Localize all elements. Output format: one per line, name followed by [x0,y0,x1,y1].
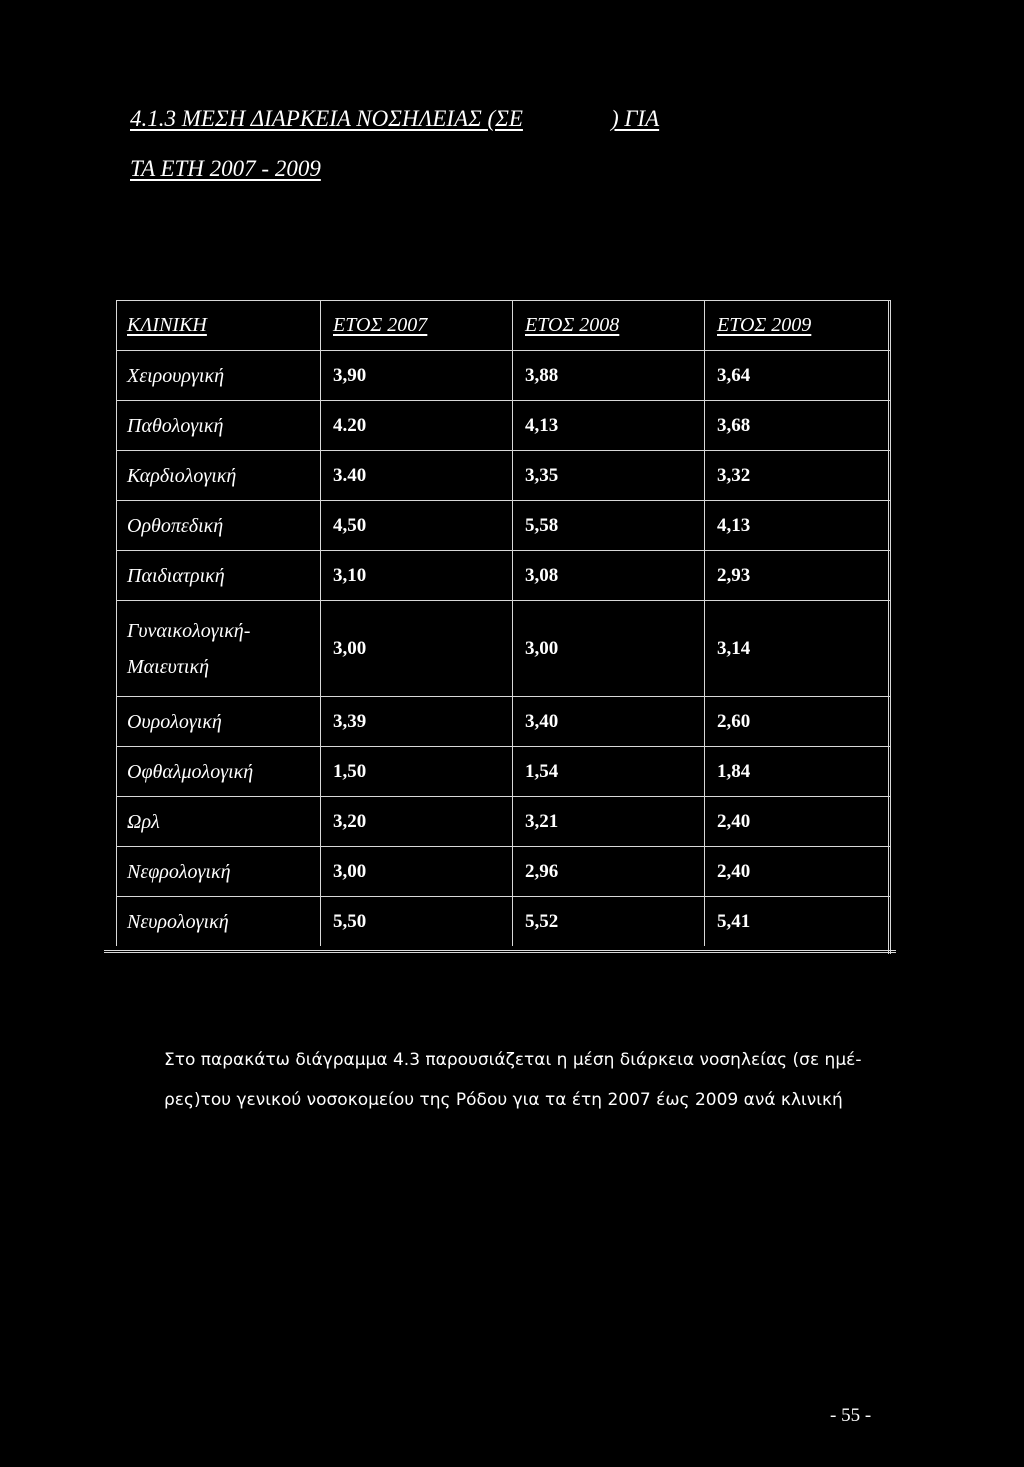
value-cell-2007: 3,90 [320,350,512,400]
table-row [116,696,890,746]
value-cell-2009: 3,68 [704,400,890,450]
value-cell-2008: 3,00 [512,600,704,696]
value-cell-2009: 3,32 [704,450,890,500]
header-cell-2007: ΕΤΟΣ 2007 [320,300,512,350]
clinic-cell: Χειρουργική [116,350,320,400]
clinic-cell: Οφθαλμολογική [116,746,320,796]
table-row [116,500,890,550]
value-cell-2007: 3,39 [320,696,512,746]
value-cell-2007: 1,50 [320,746,512,796]
value-cell-2007: 3,20 [320,796,512,846]
value-cell-2007: 3,00 [320,600,512,696]
value-cell-2007: 5,50 [320,896,512,946]
length-of-stay-table [116,300,890,946]
table-row [116,550,890,600]
table-row [116,796,890,846]
value-cell-2008: 3,88 [512,350,704,400]
header-cell-clinic: ΚΛΙΝΙΚΗ [116,300,320,350]
section-heading-line1 [130,106,659,132]
clinic-cell: Παιδιατρική [116,550,320,600]
value-cell-2009: 2,60 [704,696,890,746]
value-cell-2009: 3,14 [704,600,890,696]
value-cell-2008: 4,13 [512,400,704,450]
table-row [116,846,890,896]
value-cell-2009: 2,93 [704,550,890,600]
value-cell-2008: 2,96 [512,846,704,896]
value-cell-2008: 5,52 [512,896,704,946]
clinic-cell: Ορθοπεδική [116,500,320,550]
value-cell-2008: 1,54 [512,746,704,796]
value-cell-2009: 3,64 [704,350,890,400]
value-cell-2008: 5,58 [512,500,704,550]
value-cell-2007: 3.40 [320,450,512,500]
table-row [116,896,890,946]
value-cell-2007: 4,50 [320,500,512,550]
value-cell-2008: 3,08 [512,550,704,600]
header-cell-2008: ΕΤΟΣ 2008 [512,300,704,350]
value-cell-2009: 1,84 [704,746,890,796]
table-row [116,450,890,500]
header-cell-2009: ΕΤΟΣ 2009 [704,300,890,350]
table-row [116,400,890,450]
clinic-cell: Ωρλ [116,796,320,846]
value-cell-2007: 3,10 [320,550,512,600]
body-paragraph [164,1040,904,1120]
clinic-cell: Νεφρολογική [116,846,320,896]
value-cell-2009: 2,40 [704,846,890,896]
section-heading-line2: ΤΑ ΕΤΗ 2007 - 2009 [130,156,321,181]
table-bottom-border [104,950,896,953]
table-row [116,350,890,400]
clinic-cell: Νευρολογική [116,896,320,946]
value-cell-2009: 5,41 [704,896,890,946]
clinic-cell: Γυναικολογική- Μαιευτική [116,600,320,696]
value-cell-2008: 3,40 [512,696,704,746]
table-row [116,600,890,696]
paragraph-line-1: Στο παρακάτω διάγραμμα 4.3 παρουσιάζεται η μέση διάρκεια νοσηλείας (σε ημέ- [164,1050,862,1070]
value-cell-2008: 3,21 [512,796,704,846]
heading-text-part1: 4.1.3 ΜΕΣΗ ΔΙΑΡΚΕΙΑ ΝΟΣΗΛΕΙΑΣ (ΣΕ [130,106,523,131]
table-right-border [888,300,891,954]
clinic-cell: Καρδιολογική [116,450,320,500]
value-cell-2007: 4.20 [320,400,512,450]
value-cell-2007: 3,00 [320,846,512,896]
value-cell-2009: 2,40 [704,796,890,846]
page-number: - 55 - [830,1405,872,1426]
clinic-cell: Ουρολογική [116,696,320,746]
table-row [116,746,890,796]
heading-text-part2: ) ΓΙΑ [610,106,660,131]
value-cell-2008: 3,35 [512,450,704,500]
paragraph-line-2: ρες)του γενικού νοσοκομείου της Ρόδου για τα έτη 2007 έως 2009 ανά κλινική [164,1090,843,1110]
value-cell-2009: 4,13 [704,500,890,550]
table-header-row [116,300,890,350]
clinic-cell: Παθολογική [116,400,320,450]
